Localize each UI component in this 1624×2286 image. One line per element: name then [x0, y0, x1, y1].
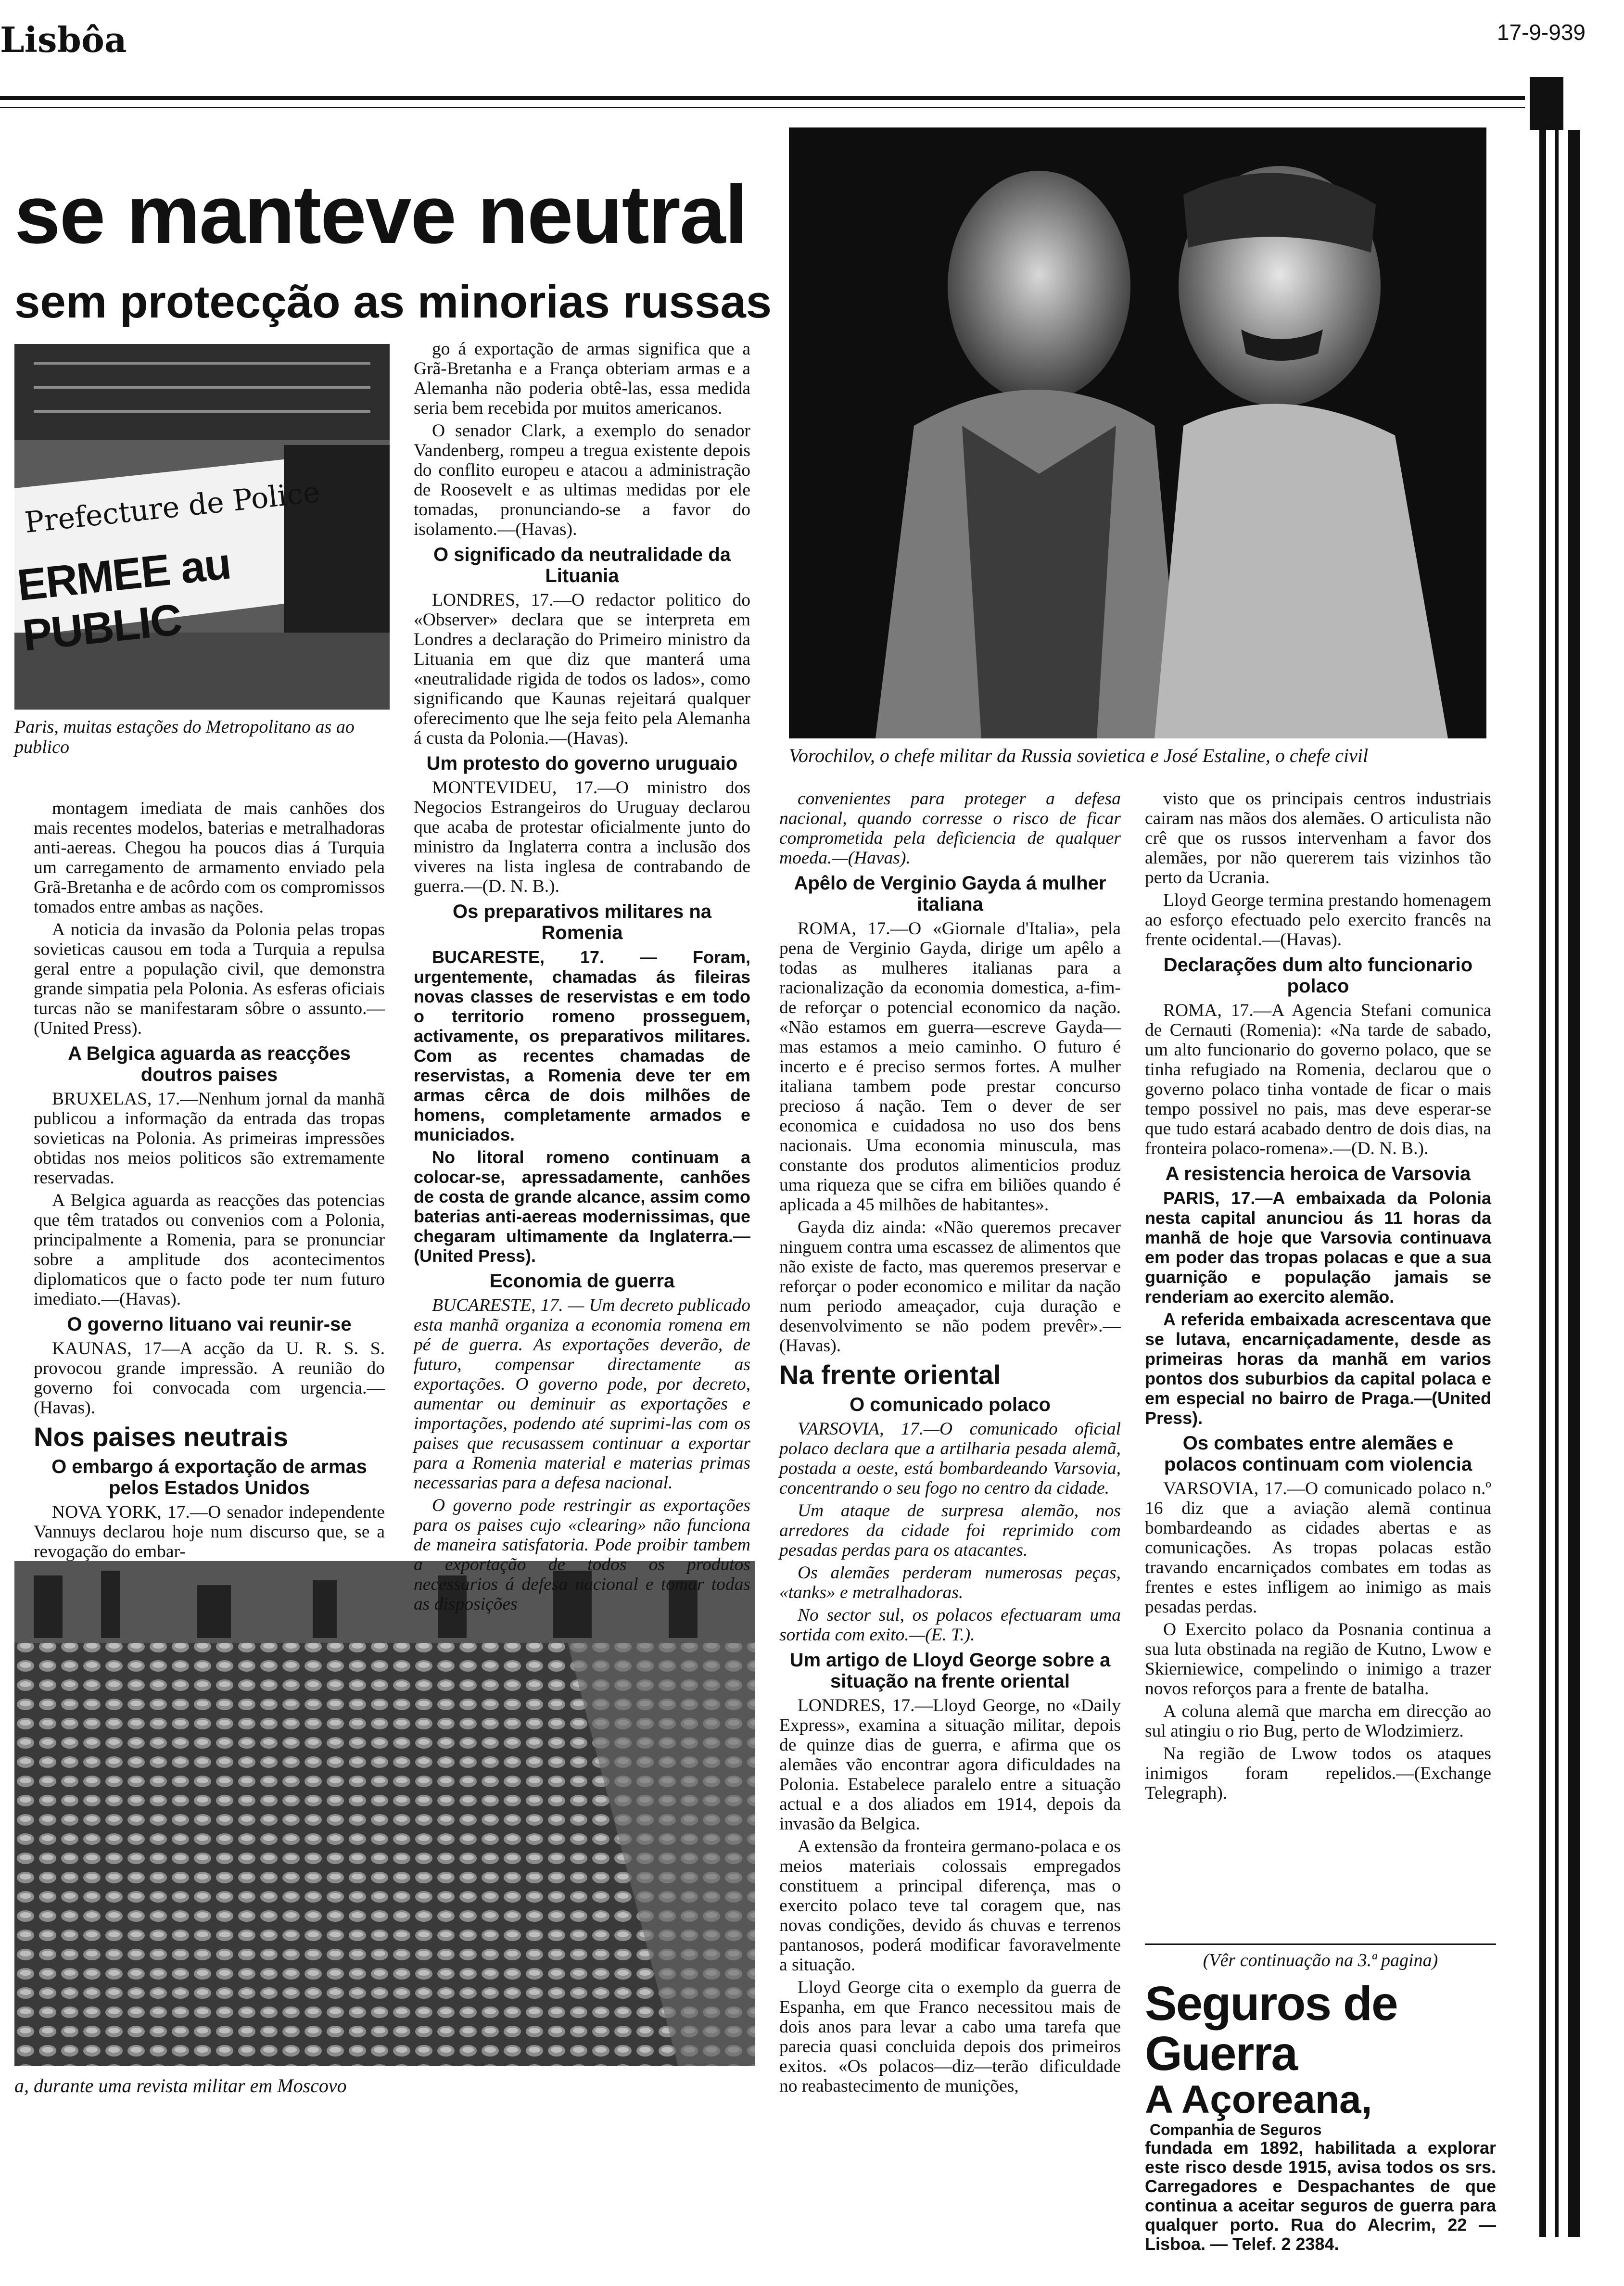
- col4-paragraph: Na região de Lwow todos os ataques inimigos foram repelidos.—(Exchange Telegraph).: [1145, 1744, 1491, 1803]
- col3-paragraph: A extensão da fronteira germano-polaca e os meios materiais colossais empregados constituem a principal diferença, mas o exercito polaco teve tal coragem que, nas novas condições, devido ás chuvas e terrenos pantanosos, poderá modificar favoravelmente a situação.: [779, 1837, 1121, 1975]
- col3-heading-oriental: Na frente oriental: [779, 1359, 1001, 1390]
- col1-paragraph: A Belgica aguarda as reacções das potencias que têm tratados ou convenios com a Polonia, principalmente a Romenia, para se pronunciar sobre a amplitude dos acontecimentos diplomaticos que o facto pode ter num futuro imediato.—(Havas).: [34, 1191, 385, 1309]
- col1-paragraph: montagem imediata de mais canhões dos mais recentes modelos, baterias e metralhadoras anti-aereas. Chegou ha poucos dias á Turquia um carregamento de armamento enviado pela Grã-Bretanha e de acôrdo com os compromissos tomados entre ambas as nações.: [34, 799, 385, 917]
- col2-paragraph: LONDRES, 17.—O redactor politico do «Observer» declara que se interpreta em Londres a declaração do Primeiro ministro da Lituania em que diz que manterá uma «neutralidade rigida de todos os lados», como significando que Kaunas rejeitará qualquer oferecimento que lhe seja feito pela Alemanha á custa da Polonia.—(Havas).: [414, 590, 750, 748]
- col1-heading-neutrais: Nos paises neutrais: [34, 1422, 289, 1452]
- masthead-rule-thin: [0, 107, 1525, 108]
- column-1: [34, 799, 385, 1564]
- col1-subhead-embargo: O embargo á exportação de armas pelos Estados Unidos: [51, 1456, 367, 1499]
- edge-bar: [1568, 130, 1580, 2237]
- col2-subhead-economia: Economia de guerra: [489, 1270, 675, 1292]
- col2-paragraph-italic: O governo pode restringir as exportações para os paises cujo «clearing» não funciona de maneira satisfatoria. Pode proibir tambem a exportação de todos os produtos necessarios á defesa nacional e tomar todas as disposições: [414, 1496, 750, 1614]
- col2-paragraph: go á exportação de armas significa que a Grã-Bretanha e a França obteriam armas e a Alemanha não poderia obtê-las, essa medida seria bem recebida por muitos americanos.: [414, 339, 750, 418]
- corner-block: [1530, 77, 1563, 130]
- col4-paragraph-bold: A referida embaixada acrescentava que se lutava, encarniçadamente, desde as primeiras horas da manhã em varios pontos dos suburbios da capital polaca e em especial no bairro de Praga.—(United Press).: [1145, 1309, 1491, 1428]
- edge-bar: [1539, 130, 1546, 2237]
- col4-paragraph: O Exercito polaco da Posnania continua a sua luta obstinada na região de Kutno, Lwow e Skierniewice, compelindo o inimigo a trazer novos reforços para a frente de batalha.: [1145, 1620, 1491, 1699]
- col3-paragraph-italic: VARSOVIA, 17.—O comunicado oficial polaco declara que a artilharia pesada alemã, postada a oeste, está bombardeando Varsovia, concentrando o seu fogo no centro da cidade.: [779, 1419, 1121, 1498]
- col2-paragraph-bold: BUCARESTE, 17. — Foram, urgentemente, chamadas ás fileiras novas classes de reservistas e em todo o territorio romeno prosseguem, activamente, os preparativos militares. Com as recentes chamadas de reservistas, a Romenia deve ter em armas cêrca de dois milhões de homens, completamente armados e municiados.: [414, 947, 750, 1144]
- col3-subhead-comunicado: O comunicado polaco: [850, 1394, 1051, 1415]
- col3-paragraph: LONDRES, 17.—Lloyd George, no «Daily Express», examina a situação militar, depois de quinze dias de guerra, e afirma que os alemães vão encontrar agora dificuldades na Polonia. Estabelece paralelo entre a situação actual e a dos aliados em 1914, depois da invasão da Belgica.: [779, 1696, 1121, 1834]
- column-3: [779, 789, 1121, 2099]
- column-2: [414, 339, 750, 1617]
- col4-paragraph-bold: PARIS, 17.—A embaixada da Polonia nesta capital anunciou ás 11 horas da manhã de hoje que Varsovia continuava em poder das tropas polacas e que a sua guarnição e população jamais se renderiam ao exercito alemão.: [1145, 1188, 1491, 1307]
- col2-paragraph: MONTEVIDEU, 17.—O ministro dos Negocios Estrangeiros do Uruguay declarou que acaba de protestar oficialmente junto do ministro da Inglaterra contra a inclusão dos viveres na lista inglesa de contrabando de guerra.—(D. N. B.).: [414, 778, 750, 896]
- col3-paragraph-italic: Os alemães perderam numerosas peças, «tanks» e metralhadoras.: [779, 1563, 1121, 1602]
- advert-text: fundada em 1892, habilitada a explorar este risco desde 1915, avisa todos os srs. Carregadores e Despachantes de que continua a aceitar seguros de guerra para qualquer porto. Rua do Alecrim, 22 — Lisboa. — Telef. 2 2384.: [1145, 2138, 1496, 2254]
- col3-paragraph-italic: convenientes para proteger a defesa nacional, quando corresse o risco de ficar comprometida pela deficiencia de qualquer moeda.—(Havas).: [779, 789, 1121, 868]
- headline-main: se manteve neutral: [14, 168, 747, 261]
- col4-paragraph: VARSOVIA, 17.—O comunicado polaco n.º 16 diz que a aviação alemã continua bombardeando as cidades abertas e as comunicações. As tropas polacas estão travando encarniçados combates em todas as frentes e estes infligem ao inimigo as mais pesadas perdas.: [1145, 1479, 1491, 1617]
- continuation-note: (Vêr continuação na 3.ª pagina): [1203, 1950, 1438, 1970]
- column-4: [1145, 789, 1491, 1806]
- issue-date: 17-9-939: [1497, 20, 1586, 45]
- advert-company-row: [1145, 2079, 1496, 2138]
- photo-parade-caption: a, durante uma revista militar em Moscovo: [14, 2075, 347, 2096]
- col1-paragraph: NOVA YORK, 17.—O senador independente Vannuys declarou hoje num discurso que, se a revogação do embar-: [34, 1502, 385, 1562]
- col1-subhead-lituano: O governo lituano vai reunir-se: [67, 1314, 352, 1335]
- col3-paragraph: ROMA, 17.—O «Giornale d'Italia», pela pena de Verginio Gayda, dirige um apêlo a todas as mulheres italianas para a racionalização da economia domestica, a-fim-de reforçar o potencial economico da nação. «Não estamos em guerra—escreve Gayda—mas estamos a meio caminho. O futuro é incerto e é preciso sermos fortes. A mulher italiana tambem pode prestar concurso precioso á nação. Tem o dever de ser economica e cuidadosa no uso dos bens nacionais. Uma economia minuscula, mas constante dos produtos alimenticios produz uma riqueza que se cifra em biliões quando é aplicada a 45 milhões de habitantes».: [779, 919, 1121, 1215]
- sign-text-1: Prefecture de Police: [23, 475, 322, 540]
- photo-paris-metro: [14, 344, 390, 710]
- masthead: Lisbôa: [0, 19, 127, 60]
- col3-paragraph: Lloyd George cita o exemplo da guerra de Espanha, em que Franco necessitou mais de dois anos para levar a cabo uma tarefa que parecia quasi concluida depois dos primeiros exitos. «Os polacos—diz—terão dificuldade no reabastecimento de munições,: [779, 1978, 1121, 2096]
- col2-paragraph-bold: No litoral romeno continuam a colocar-se, apressadamente, canhões de costa de grande alcance, assim como baterias anti-aereas modernissimas, que chegaram ultimamente da Inglaterra.—(United Press).: [414, 1147, 750, 1266]
- col1-paragraph: KAUNAS, 17—A acção da U. R. S. S. provocou grande impressão. A reunião do governo foi convocada com urgencia.—(Havas).: [34, 1339, 385, 1418]
- col2-subhead-romenia: Os preparativos militares na Romenia: [452, 901, 711, 943]
- col3-paragraph-italic: No sector sul, os polacos efectuaram uma sortida com exito.—(E. T.).: [779, 1605, 1121, 1645]
- col2-subhead-uruguaio: Um protesto do governo uruguaio: [426, 753, 738, 774]
- sign-text-2: ERMEE au PUBLIC: [15, 539, 233, 660]
- col4-subhead-combates: Os combates entre alemães e polacos continuam com violencia: [1164, 1433, 1472, 1475]
- advert-company-type: Companhia de Seguros: [1150, 2121, 1322, 2138]
- photo-leaders-caption: Vorochilov, o chefe militar da Russia sovietica e José Estaline, o chefe civil: [789, 745, 1369, 766]
- col4-paragraph: A coluna alemã que marcha em direcção ao sul atingiu o rio Bug, perto de Wlodzimierz.: [1145, 1702, 1491, 1741]
- col4-subhead-declaracoes: Declarações dum alto funcionario polaco: [1163, 954, 1473, 997]
- col2-subhead-lituania: O significado da neutralidade da Lituania: [433, 544, 731, 586]
- advert-title: Seguros de Guerra: [1145, 1977, 1397, 2081]
- col4-paragraph: visto que os principais centros industriais cairam nas mãos dos alemães. O articulista não crê que os russos intervenham a favor dos alemães, por não quererem tais vizinhos tão perto da Ucrania.: [1145, 789, 1491, 888]
- col1-paragraph: A noticia da invasão da Polonia pelas tropas sovieticas causou em toda a Turquia a repulsa geral entre a população civil, que demonstra grande simpatia pela Polonia. As esferas oficiais turcas não se manifestaram sôbre o assunto.—(United Press).: [34, 920, 385, 1038]
- col1-paragraph: BRUXELAS, 17.—Nenhum jornal da manhã publicou a informação da entrada das tropas sovieticas na Polonia. As primeiras impressões obtidas nos meios politicos são extremamente reservadas.: [34, 1089, 385, 1188]
- photo-parade-image: [14, 1561, 755, 2066]
- masthead-rule: [0, 96, 1525, 100]
- edge-bar: [1555, 130, 1559, 2237]
- advert-seguros: [1145, 1943, 1496, 2254]
- col2-paragraph-italic: BUCARESTE, 17. — Um decreto publicado esta manhã organiza a economia romena em pé de guerra. As exportações deverão, de futuro, compensar directamente as exportações. O governo pode, por decreto, aumentar ou deminuir as exportações e importações, podendo até suprimi-las com os paises que recusassem continuar a exportar para a Romenia material e materias primas necessarias para a defesa nacional.: [414, 1295, 750, 1493]
- col3-subhead-lloyd: Um artigo de Lloyd George sobre a situação na frente oriental: [789, 1650, 1111, 1692]
- col3-subhead-gayda: Apêlo de Verginio Gayda á mulher italiana: [794, 873, 1106, 915]
- col3-paragraph: Gayda diz ainda: «Não queremos precaver ninguem contra uma escassez de alimentos que não existe de facto, mas queremos preservar e reforçar o poder economico e militar da nação num periodo ameaçador, cuja duração e desenvolvimento se não podem prevêr».—(Havas).: [779, 1218, 1121, 1356]
- advert-company: A Açoreana,: [1145, 2078, 1372, 2121]
- col4-paragraph: ROMA, 17.—A Agencia Stefani comunica de Cernauti (Romenia): «Na tarde de sabado, um alto funcionario do governo polaco, que se tinha refugiado na Romenia, declarou que o governo polaco tinha vontade de ficar o mais tempo possivel no pais, mas deve esperar-se que tudo estará acabado dentro de dois dias, na fronteira polaco-romena».—(D. N. B.).: [1145, 1001, 1491, 1158]
- photo-parade: [14, 1561, 755, 2066]
- headline-sub: sem protecção as minorias russas: [14, 276, 772, 328]
- col2-paragraph: O senador Clark, a exemplo do senador Vandenberg, rompeu a tregua existente depois do conflito europeu e atacou a administração de Roosevelt e as ultimas medidas por ele tomadas, pronunciando-se a favor do isolamento.—(Havas).: [414, 421, 750, 539]
- photo-leaders: [789, 127, 1486, 738]
- col4-paragraph: Lloyd George termina prestando homenagem ao esforço efectuado pelo exercito francês na frente ocidental.—(Havas).: [1145, 890, 1491, 950]
- col1-subhead-belgica: A Belgica aguarda as reacções doutros paises: [68, 1043, 351, 1085]
- col3-paragraph-italic: Um ataque de surpresa alemão, nos arredores da cidade foi reprimido com pesadas perdas para os atacantes.: [779, 1501, 1121, 1560]
- photo-paris-caption: Paris, muitas estações do Metropolitano as ao publico: [14, 717, 355, 757]
- photo-leaders-image: [789, 127, 1486, 738]
- col4-subhead-varsovia: A resistencia heroica de Varsovia: [1165, 1163, 1471, 1184]
